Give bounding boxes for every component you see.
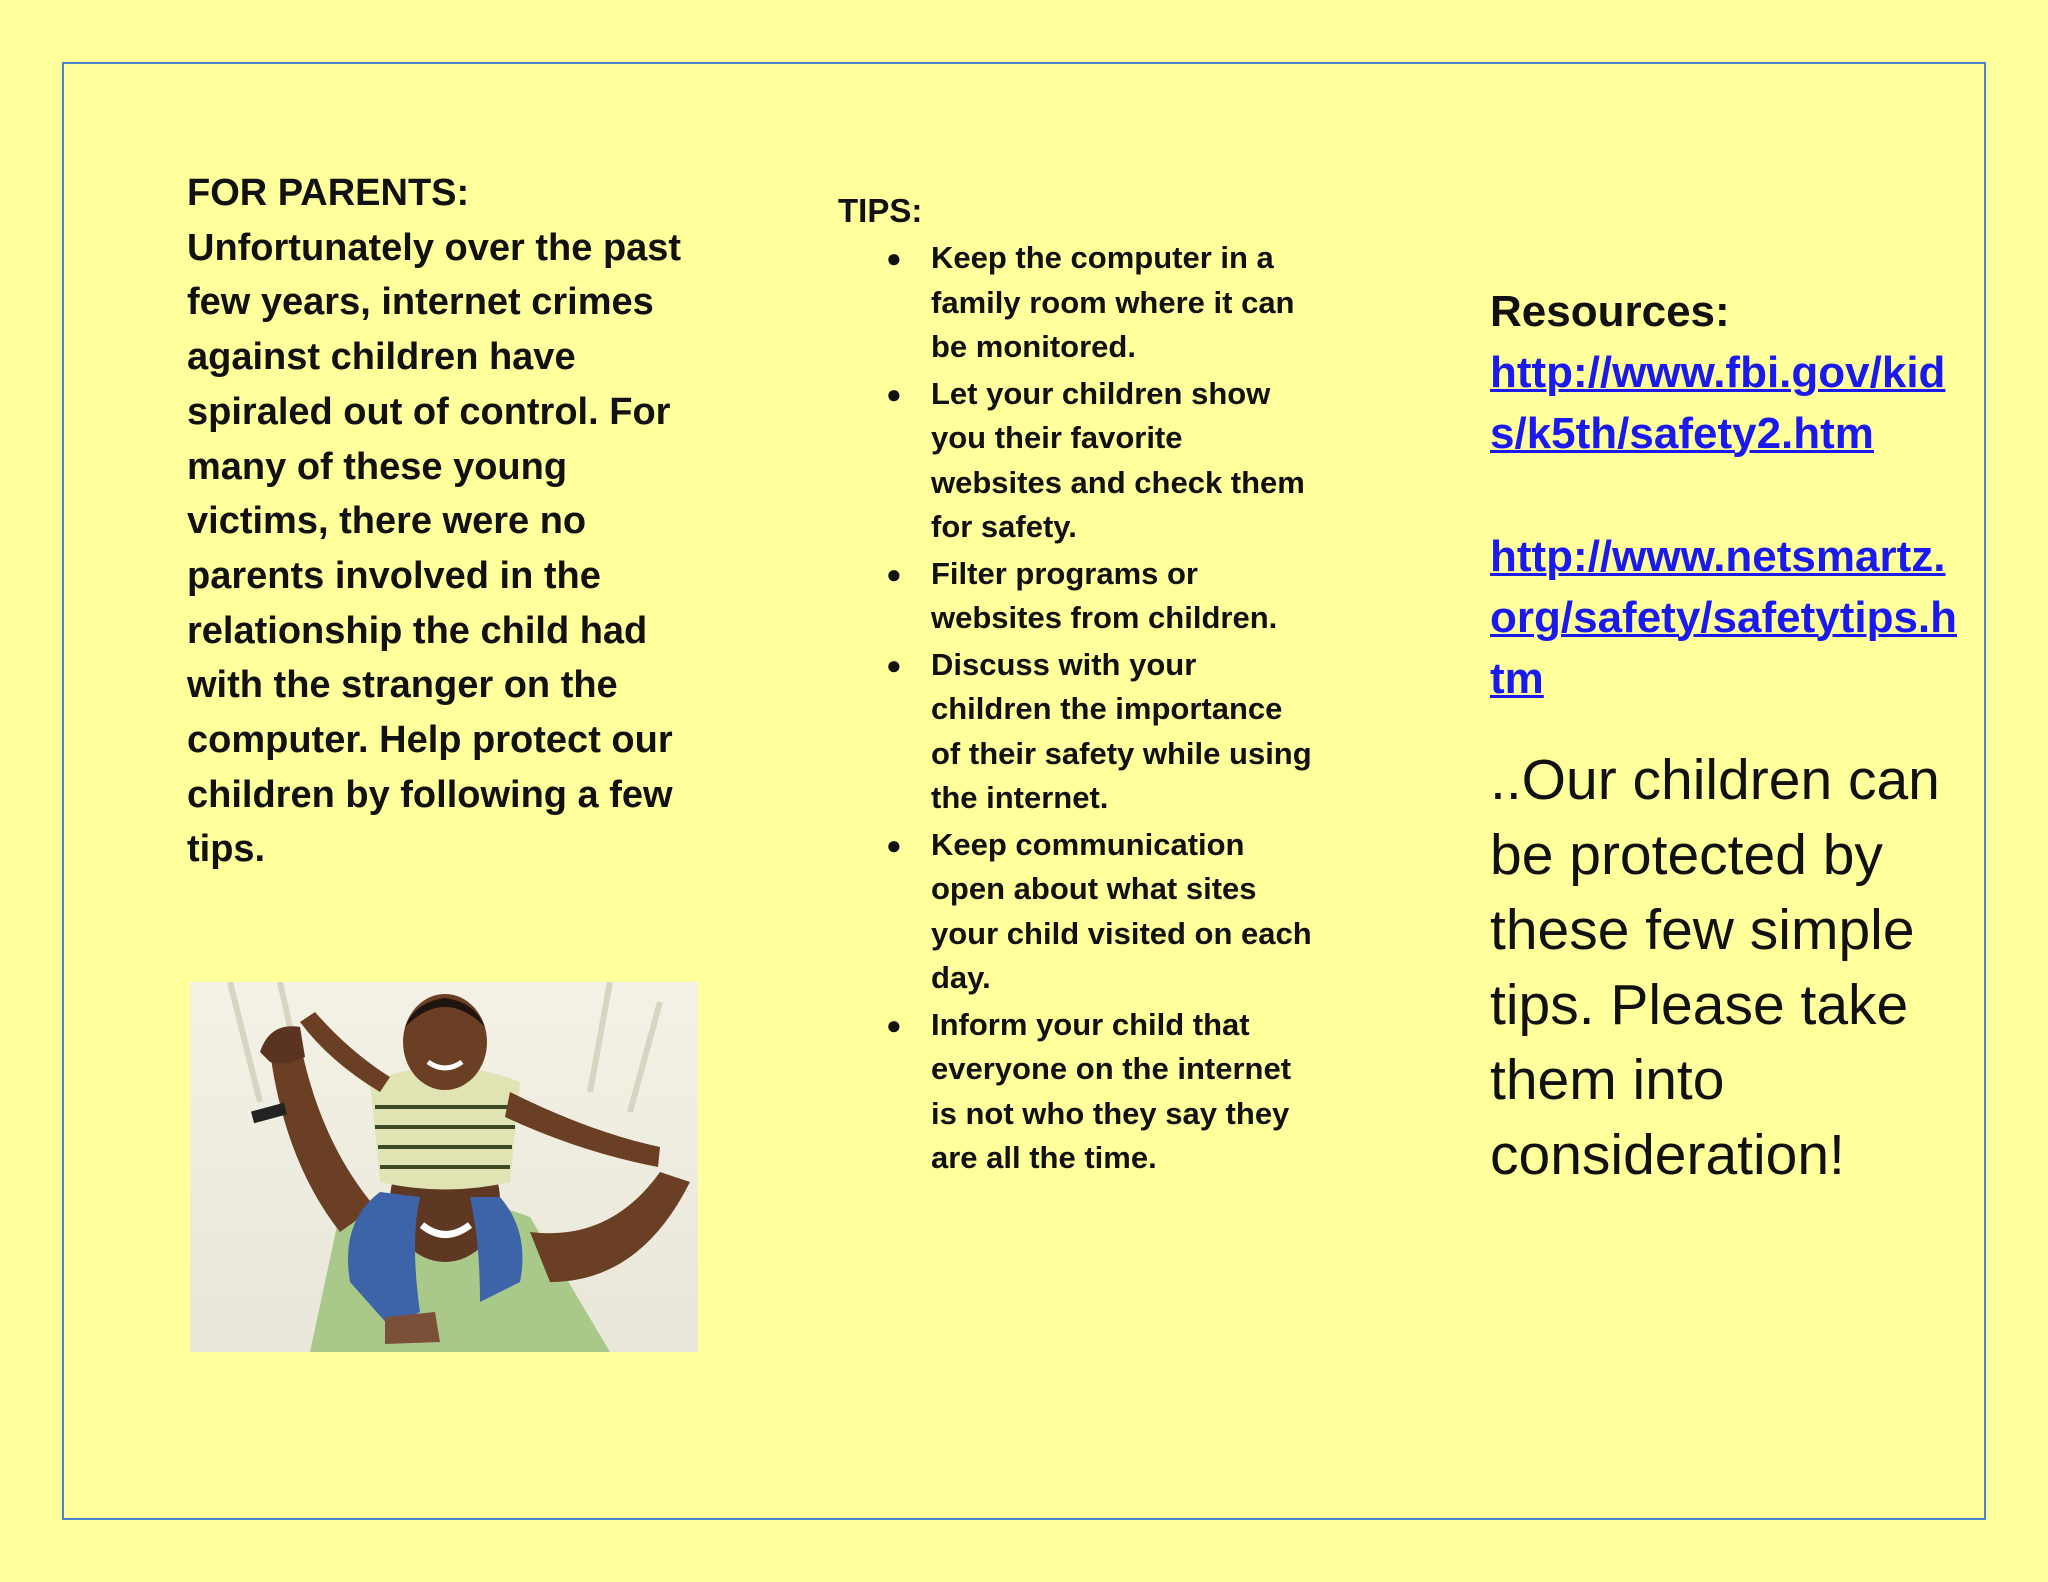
tip-text: Keep communication open about what sites your child visited on each day.	[931, 826, 1312, 995]
bullet-icon: ●	[886, 378, 902, 409]
bullet-icon: ●	[886, 243, 902, 273]
closing-message: ..Our children can be protected by these few simple tips. Please take them into consideration!	[1490, 748, 1940, 1187]
bullet-icon: ●	[886, 649, 902, 680]
tips-heading: TIPS:	[838, 192, 923, 229]
tip-item	[838, 372, 1318, 550]
parents-column	[187, 166, 687, 877]
bullet-icon: ●	[886, 1009, 902, 1040]
bullet-icon: ●	[886, 558, 902, 589]
tip-item	[838, 823, 1318, 1001]
tip-text: Let your children show you their favorite websites and check them for safety.	[931, 375, 1305, 544]
tip-item	[838, 1003, 1318, 1181]
tips-column	[838, 188, 1318, 1183]
fbi-safety-link[interactable]: http://www.fbi.gov/kids/k5th/safety2.htm	[1490, 348, 1946, 458]
tip-item	[838, 236, 1318, 370]
tip-text: Keep the computer in a family room where it can be monitored.	[931, 240, 1295, 364]
tip-text: Inform your child that everyone on the internet is not who they say they are all the time.	[931, 1006, 1292, 1175]
resources-column	[1490, 282, 1970, 1193]
bullet-icon: ●	[886, 829, 902, 860]
father-son-photo	[190, 982, 698, 1352]
tip-text: Discuss with your children the importance of their safety while using the internet.	[931, 646, 1312, 815]
resources-heading: Resources:	[1490, 287, 1730, 336]
netsmartz-safety-link[interactable]: http://www.netsmartz.org/safety/safetytips.htm	[1490, 532, 1958, 703]
tips-list	[838, 236, 1318, 1181]
tip-item	[838, 643, 1318, 821]
tip-text: Filter programs or websites from children.	[931, 555, 1278, 635]
tip-item	[838, 552, 1318, 641]
parents-paragraph: FOR PARENTS: Unfortunately over the past few years, internet crimes against children have spiraled out of control. For many of these young victims, there were no parents involved in the relationship the child had with the stranger on the computer. Help protect our children by following a few tips.	[187, 172, 682, 871]
